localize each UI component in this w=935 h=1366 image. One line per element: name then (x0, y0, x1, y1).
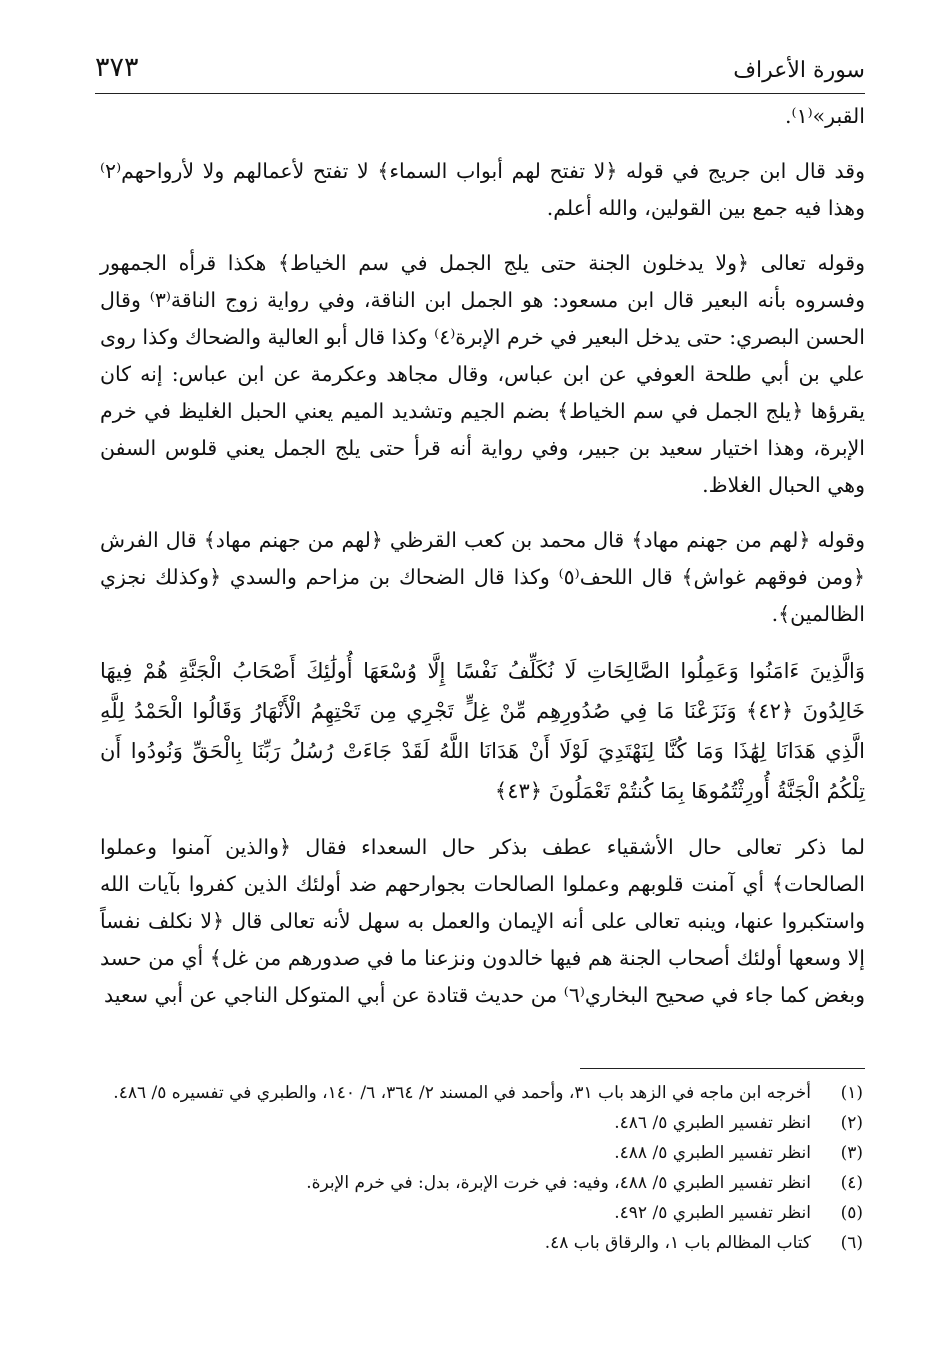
footnote-text: كتاب المظالم باب ١، والرقاق باب ٤٨. (544, 1233, 811, 1253)
quran-verses: وَالَّذِينَ ءَامَنُوا وَعَمِلُوا الصَّالِحَاتِ لَا نُكَلِّفُ نَفْسًا إِلَّا وُسْعَهَا أُولَٰئِكَ أَصْحَابُ الْجَنَّةِ هُمْ فِيهَا خَالِدُونَ ﴿٤٢﴾ وَنَزَعْنَا مَا فِي صُدُورِهِم مِّنْ غِلٍّ تَجْرِي مِن تَحْتِهِمُ الْأَنْهَارُ وَقَالُوا الْحَمْدُ لِلَّهِ الَّذِي هَدَانَا لِهَٰذَا وَمَا كُنَّا لِنَهْتَدِيَ لَوْلَا أَنْ هَدَانَا اللَّهُ لَقَدْ جَاءَتْ رُسُلُ رَبِّنَا بِالْحَقِّ وَنُودُوا أَن تِلْكُمُ الْجَنَّةُ أُورِثْتُمُوهَا بِمَا كُنتُمْ تَعْمَلُونَ ﴿٤٣﴾ (100, 659, 865, 803)
footnote-number: (٥) (840, 1203, 863, 1223)
footnote-text: أخرجه ابن ماجه في الزهد باب ٣١، وأحمد في المسند ٢/ ٣٦٤، ٦/ ١٤٠، والطبري في تفسيره ٥/ ٤٨٦. (113, 1083, 811, 1103)
surah-title: سورة الأعراف (733, 58, 865, 83)
footnote (100, 1198, 863, 1228)
footnote-number: (٦) (840, 1233, 863, 1253)
footnote (100, 1168, 863, 1198)
paragraph: القبر»⁽١⁾. (785, 104, 865, 128)
page-number: ٣٧٣ (95, 52, 139, 83)
footnote-divider (580, 1068, 865, 1069)
footnote-text: انظر تفسير الطبري ٥/ ٤٨٦. (614, 1113, 811, 1133)
footnote-number: (٣) (840, 1143, 863, 1163)
footnote-text: انظر تفسير الطبري ٥/ ٤٨٨. (614, 1143, 811, 1163)
footnote-text: انظر تفسير الطبري ٥/ ٤٨٨، وفيه: في خرت الإبرة، بدل: في خرم الإبرة. (306, 1173, 811, 1193)
footnote (100, 1108, 863, 1138)
footnote-number: (٢) (840, 1113, 863, 1133)
header-divider (95, 93, 865, 94)
main-text (100, 98, 865, 1014)
footnote-number: (١) (840, 1083, 863, 1103)
footnote-number: (٤) (840, 1173, 863, 1193)
footnote (100, 1138, 863, 1168)
footnote-text: انظر تفسير الطبري ٥/ ٤٩٢. (614, 1203, 811, 1223)
paragraph: وقد قال ابن جريج في قوله ﴿لا تفتح لهم أبواب السماء﴾ لا تفتح لأعمالهم ولا لأرواحهم⁽٢⁾ وهذا فيه جمع بين القولين، والله أعلم. (100, 159, 865, 220)
footnote (100, 1228, 863, 1258)
footnotes (100, 1078, 863, 1258)
page-header (95, 52, 865, 92)
paragraph: وقوله ﴿لهم من جهنم مهاد﴾ قال محمد بن كعب القرظي ﴿لهم من جهنم مهاد﴾ قال الفرش ﴿ومن فوقهم غواش﴾ قال اللحف⁽٥⁾ وكذا قال الضحاك بن مزاحم والسدي ﴿وكذلك نجزي الظالمين﴾. (100, 528, 865, 626)
footnote (100, 1078, 863, 1108)
commentary-paragraph: لما ذكر تعالى حال الأشقياء عطف بذكر حال السعداء فقال ﴿والذين آمنوا وعملوا الصالحات﴾ أي آمنت قلوبهم وعملوا الصالحات بجوارحهم ضد أولئك الذين كفروا بآيات الله واستكبروا عنها، وينبه تعالى على أنه الإيمان والعمل به سهل لأنه تعالى قال ﴿لا نكلف نفساً إلا وسعها أولئك أصحاب الجنة هم فيها خالدون ونزعنا ما في صدورهم من غل﴾ أي من حسد وبغض كما جاء في صحيح البخاري⁽٦⁾ من حديث قتادة عن أبي المتوكل الناجي عن أبي سعيد (100, 835, 865, 1007)
paragraph: وقوله تعالى ﴿ولا يدخلون الجنة حتى يلج الجمل في سم الخياط﴾ هكذا قرأه الجمهور وفسروه بأنه البعير قال ابن مسعود: هو الجمل ابن الناقة، وفي رواية زوج الناقة⁽٣⁾ وقال الحسن البصري: حتى يدخل البعير في خرم الإبرة⁽٤⁾ وكذا قال أبو العالية والضحاك وكذا روى علي بن أبي طلحة العوفي عن ابن عباس، وقال مجاهد وعكرمة عن ابن عباس: إنه كان يقرؤها ﴿يلج الجمل في سم الخياط﴾ بضم الجيم وتشديد الميم يعني الحبل الغليظ في خرم الإبرة، وهذا اختيار سعيد بن جبير، وفي رواية أنه قرأ حتى يلج الجمل يعني قلوس السفن وهي الحبال الغلاظ. (100, 251, 866, 497)
